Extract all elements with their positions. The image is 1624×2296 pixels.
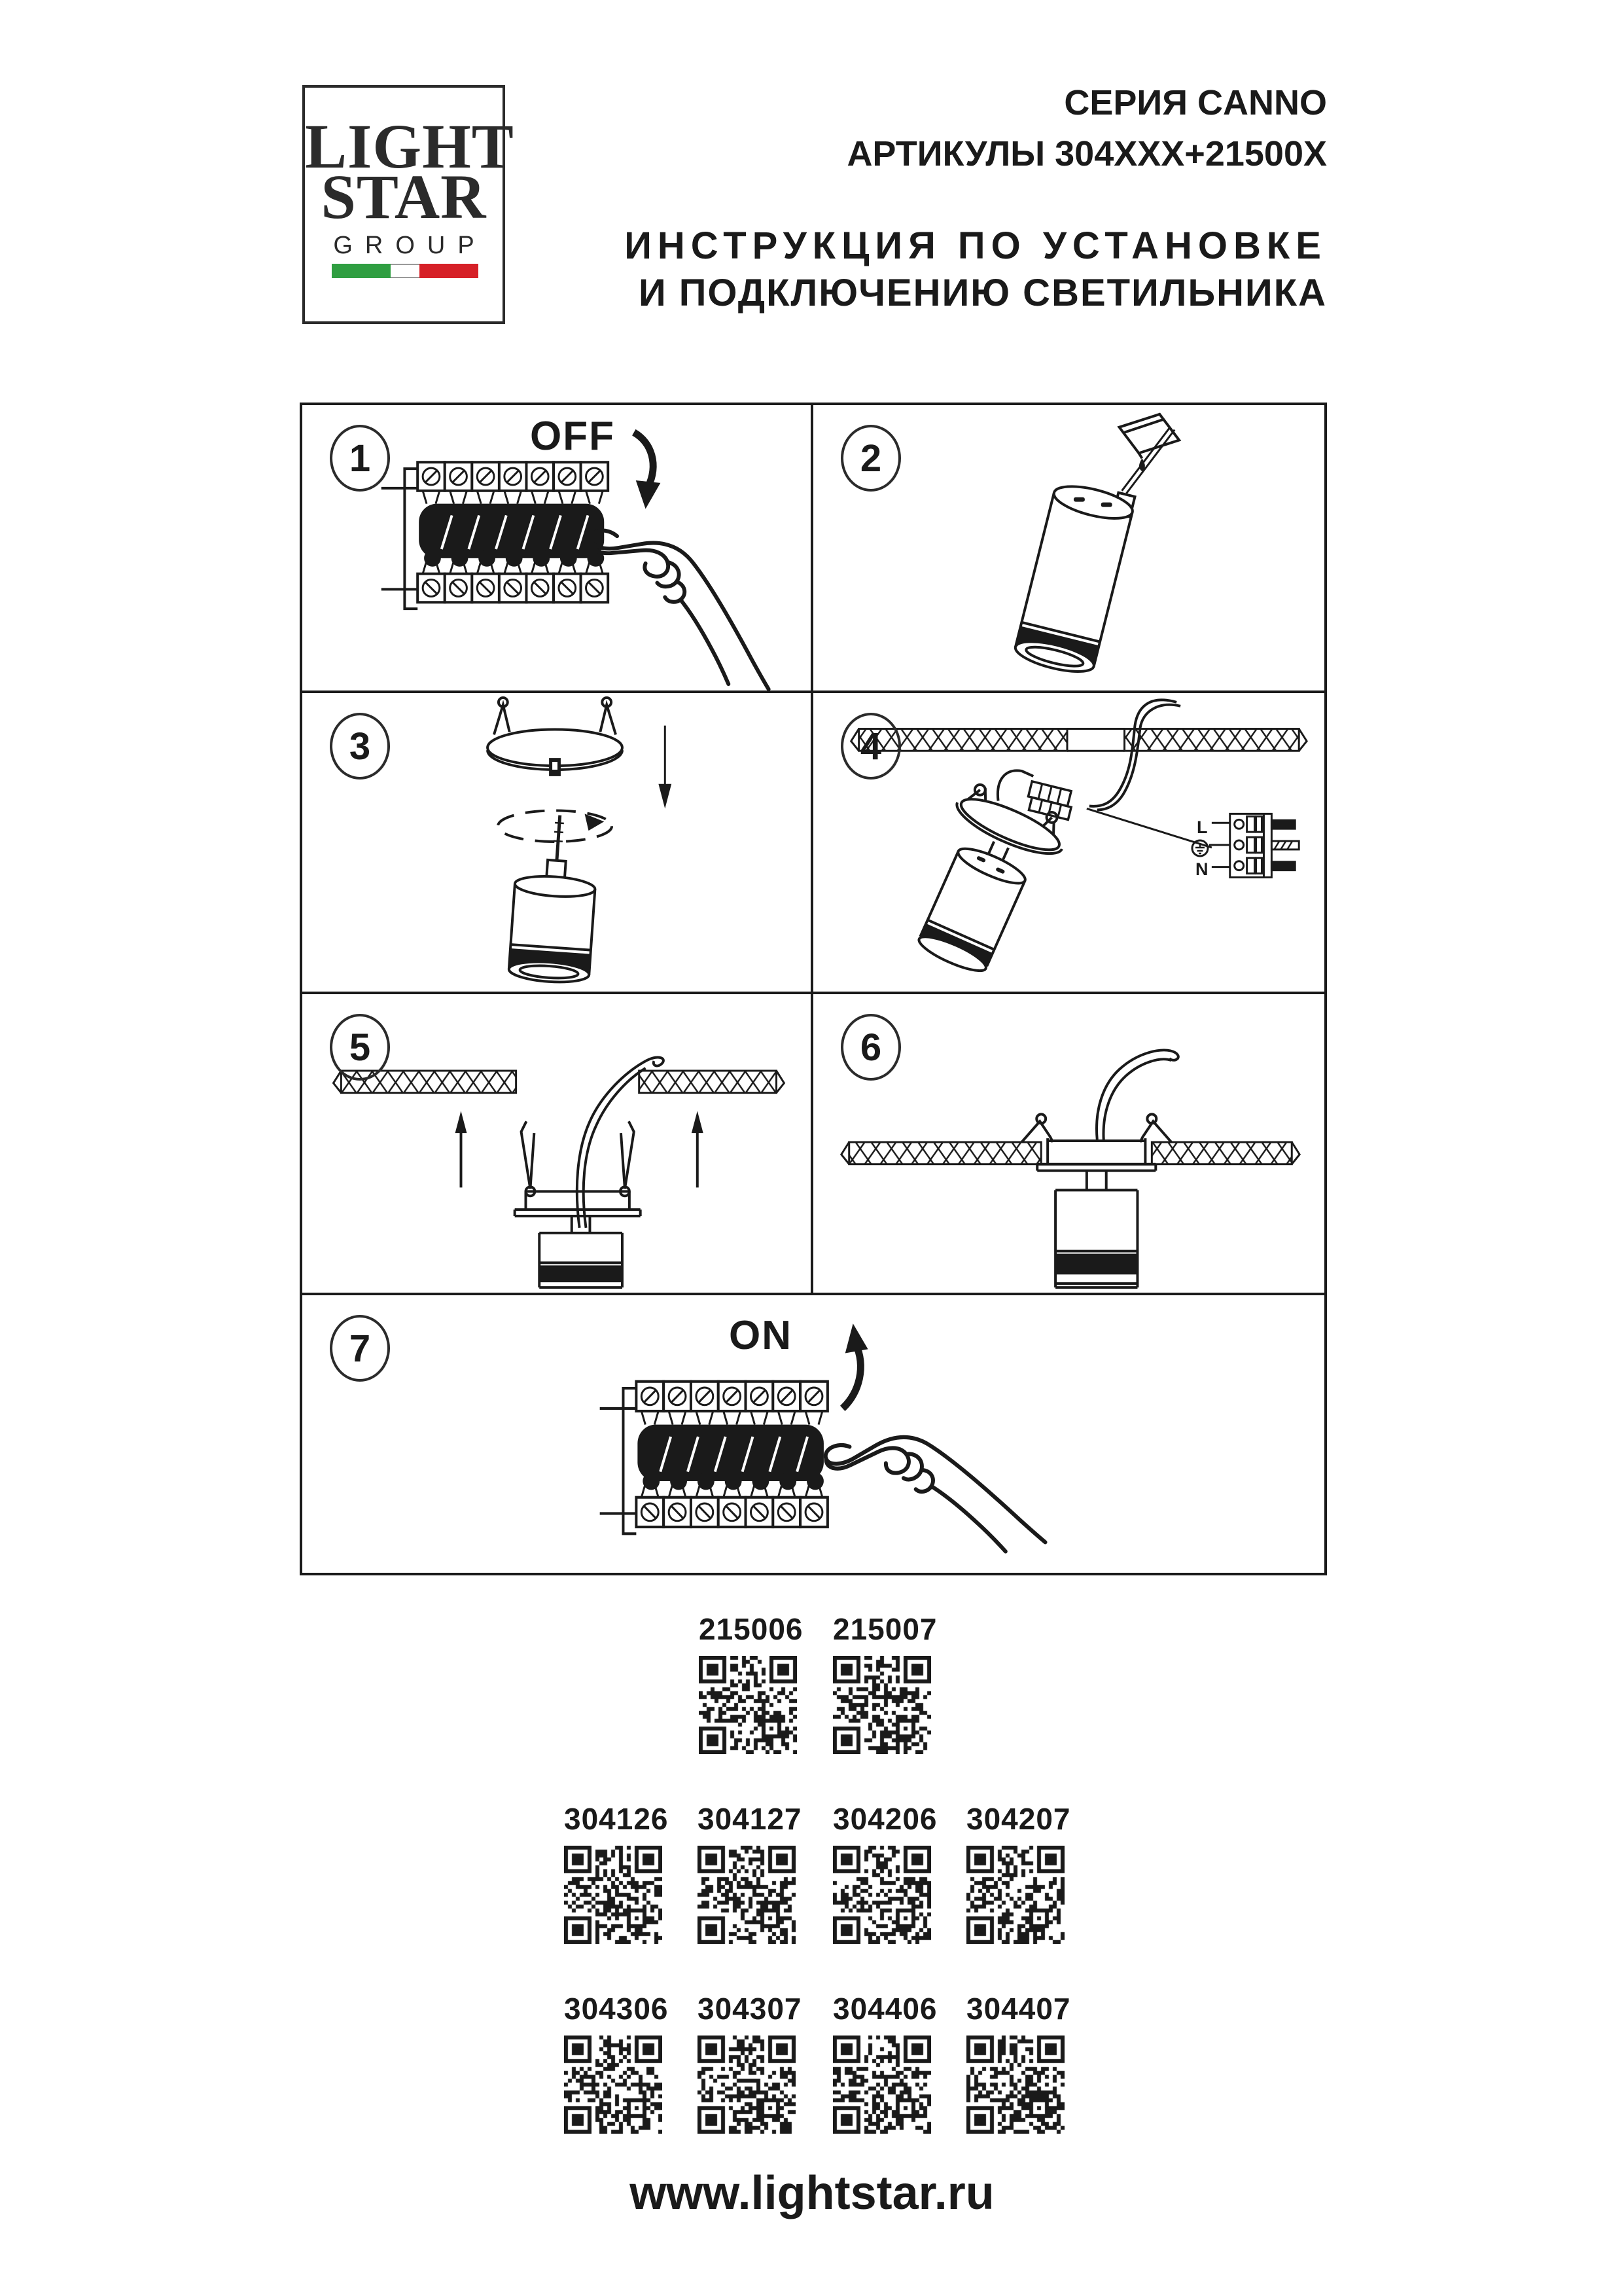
flag-green — [332, 264, 391, 278]
step-panel-1 — [302, 405, 813, 693]
article-number: 215006 — [699, 1612, 803, 1646]
qr-code — [833, 1656, 931, 1754]
step-panel-5 — [302, 994, 813, 1295]
step-number: 3 — [330, 713, 390, 780]
article-number: 304206 — [833, 1802, 938, 1836]
qr-code — [697, 2036, 796, 2134]
qr-item — [699, 1611, 803, 1754]
step-number: 1 — [330, 425, 390, 492]
instruction-grid — [300, 403, 1327, 1575]
qr-code — [697, 1846, 796, 1944]
step-panel-6 — [813, 994, 1324, 1295]
step-panel-7 — [302, 1295, 1324, 1573]
qr-code — [564, 1846, 662, 1944]
step-number: 4 — [841, 713, 901, 780]
article-number: 304127 — [697, 1802, 802, 1836]
breaker-on-illustration — [302, 1295, 1324, 1573]
lightstar-logo — [302, 85, 514, 324]
qr-item — [564, 1801, 669, 1944]
qr-item — [833, 1991, 938, 2134]
qr-item — [966, 1991, 1071, 2134]
article-number: 304407 — [966, 1992, 1071, 2026]
qr-item — [564, 1991, 669, 2134]
italy-flag — [332, 264, 478, 278]
power-off-label: OFF — [530, 414, 615, 459]
terminal-neutral-label: N — [1195, 859, 1209, 879]
article-number: 304207 — [966, 1802, 1071, 1836]
qr-item — [833, 1801, 938, 1944]
qr-code — [699, 1656, 797, 1754]
power-on-label: ON — [729, 1313, 792, 1358]
doc-title-line1: ИНСТРУКЦИЯ ПО УСТАНОВКЕ — [624, 224, 1327, 267]
website-url: www.lightstar.ru — [629, 2167, 995, 2219]
flag-white — [391, 264, 420, 278]
terminal-live-label: L — [1197, 817, 1208, 837]
qr-code — [833, 2036, 931, 2134]
qr-code — [966, 2036, 1065, 2134]
qr-item — [833, 1611, 938, 1754]
logo-word-light: LIGHT — [305, 111, 514, 181]
step-number: 2 — [841, 425, 901, 492]
articles-line: АРТИКУЛЫ 304ХХХ+21500Х — [847, 134, 1327, 173]
series-title: СЕРИЯ CANNO — [1064, 83, 1327, 122]
qr-code — [564, 2036, 662, 2134]
step-number: 6 — [841, 1014, 901, 1081]
step-number: 7 — [330, 1315, 390, 1382]
logo-word-group: GROUP — [333, 231, 487, 259]
flag-red — [419, 264, 478, 278]
article-number: 304306 — [564, 1992, 669, 2026]
article-number: 304307 — [697, 1992, 802, 2026]
qr-code — [966, 1846, 1065, 1944]
qr-code — [833, 1846, 931, 1944]
article-number: 215007 — [833, 1612, 938, 1646]
article-number: 304126 — [564, 1802, 669, 1836]
qr-item — [697, 1801, 802, 1944]
article-number: 304406 — [833, 1992, 938, 2026]
qr-item — [966, 1801, 1071, 1944]
qr-item — [697, 1991, 802, 2134]
step-panel-3 — [302, 693, 813, 994]
earth-icon — [1190, 838, 1210, 858]
step-number: 5 — [330, 1014, 390, 1081]
step-panel-2 — [813, 405, 1324, 693]
step-panel-4 — [813, 693, 1324, 994]
doc-title-line2: И ПОДКЛЮЧЕНИЮ СВЕТИЛЬНИКА — [638, 272, 1327, 314]
logo-word-star: STAR — [321, 161, 487, 232]
